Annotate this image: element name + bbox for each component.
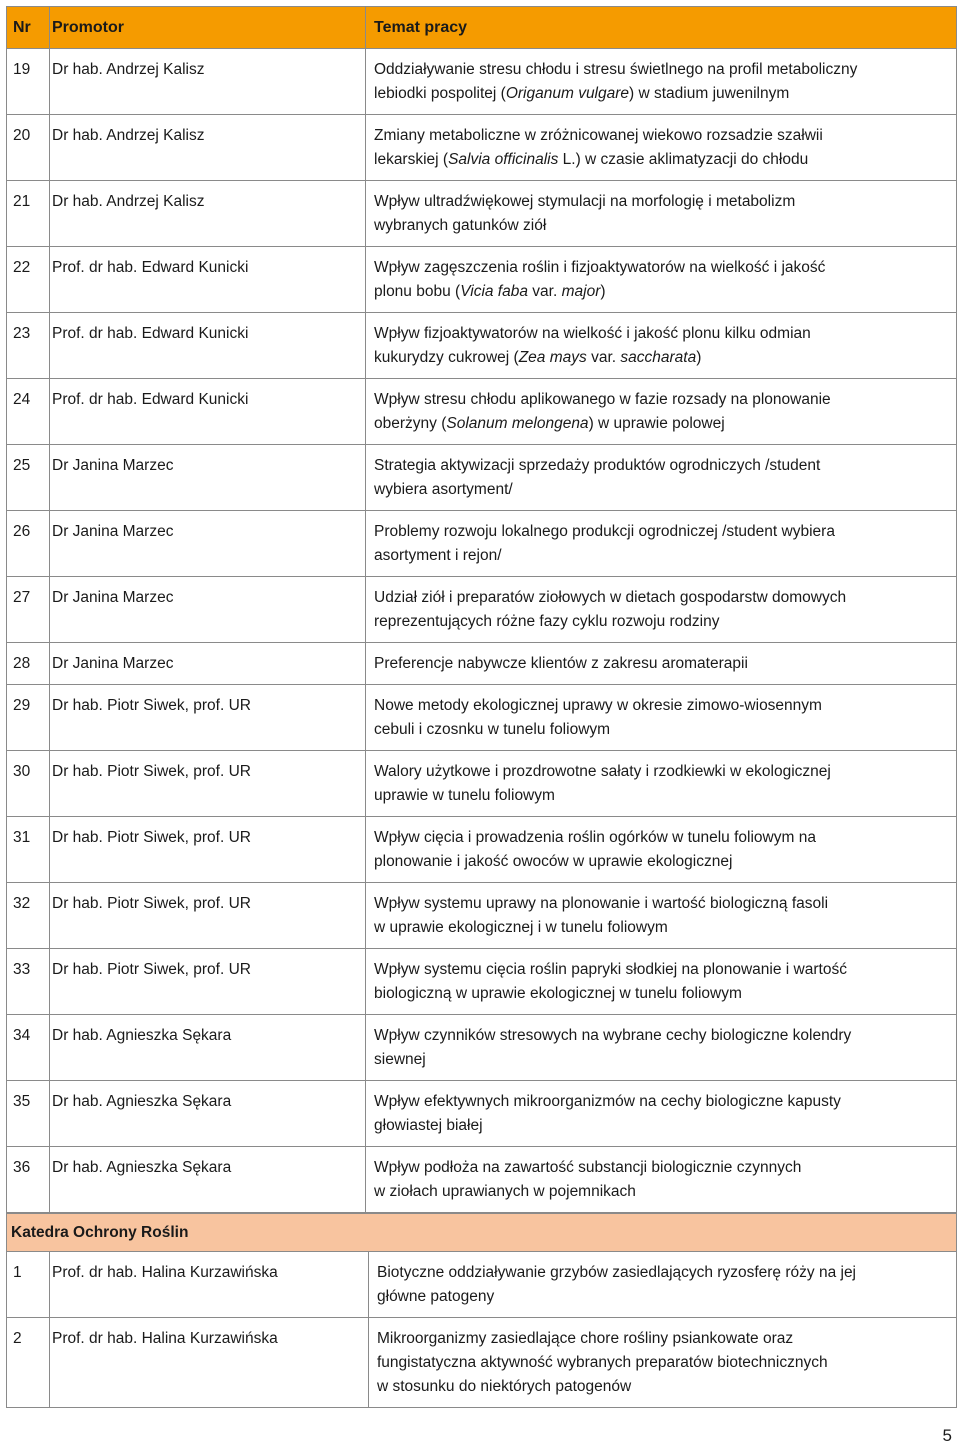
- header-topic: Temat pracy: [366, 7, 957, 49]
- table-row: [7, 1252, 957, 1318]
- promotor-name: Prof. dr hab. Edward Kunicki: [50, 313, 366, 379]
- topic-line: w stosunku do niektórych patogenów: [377, 1378, 632, 1395]
- topic-line: cebuli i czosnku w tunelu foliowym: [374, 721, 611, 738]
- topic-line: plonowanie i jakość owoców w uprawie ekologicznej: [374, 853, 733, 870]
- section-row: [7, 1214, 957, 1252]
- table-row: [7, 883, 957, 949]
- row-number: 32: [7, 883, 50, 949]
- section-title: Katedra Ochrony Roślin: [7, 1214, 957, 1252]
- thesis-topic: [366, 1081, 957, 1147]
- thesis-topic: [366, 751, 957, 817]
- thesis-topic: [366, 379, 957, 445]
- topic-line: Strategia aktywizacji sprzedaży produktów ogrodniczych /student: [374, 457, 821, 474]
- row-number: 22: [7, 247, 50, 313]
- topic-line: Wpływ stresu chłodu aplikowanego w fazie rozsady na plonowanie: [374, 391, 831, 408]
- topic-line: Wpływ fizjoaktywatorów na wielkość i jakość plonu kilku odmian: [374, 325, 811, 342]
- table-row: [7, 313, 957, 379]
- topic-line: Wpływ systemu uprawy na plonowanie i wartość biologiczną fasoli: [374, 895, 829, 912]
- topic-line: reprezentujących różne fazy cyklu rozwoju rodziny: [374, 613, 720, 630]
- promotor-name: Prof. dr hab. Edward Kunicki: [50, 247, 366, 313]
- thesis-topic: [366, 643, 957, 685]
- topic-line: lekarskiej (Salvia officinalis L.) w czasie aklimatyzacji do chłodu: [374, 151, 809, 168]
- table-row: [7, 1015, 957, 1081]
- table-row: [7, 49, 957, 115]
- row-number: 19: [7, 49, 50, 115]
- promotor-name: Dr Janina Marzec: [50, 577, 366, 643]
- row-number: 25: [7, 445, 50, 511]
- topic-line: wybiera asortyment/: [374, 481, 513, 498]
- document-page: [6, 6, 956, 1408]
- promotor-name: Dr hab. Piotr Siwek, prof. UR: [50, 685, 366, 751]
- table-row: [7, 511, 957, 577]
- topic-line: główne patogeny: [377, 1288, 495, 1305]
- topic-line: uprawie w tunelu foliowym: [374, 787, 555, 804]
- promotor-name: Prof. dr hab. Halina Kurzawińska: [50, 1318, 369, 1408]
- row-number: 36: [7, 1147, 50, 1213]
- row-number: 2: [7, 1318, 50, 1408]
- table-row: [7, 751, 957, 817]
- table-header-row: [7, 7, 957, 49]
- topic-line: Preferencje nabywcze klientów z zakresu aromaterapii: [374, 655, 748, 672]
- topic-line: oberżyny (Solanum melongena) w uprawie polowej: [374, 415, 725, 432]
- table-row: [7, 445, 957, 511]
- thesis-topic: [366, 685, 957, 751]
- thesis-topic: [366, 949, 957, 1015]
- topic-line: w uprawie ekologicznej i w tunelu foliowym: [374, 919, 668, 936]
- topic-line: kukurydzy cukrowej (Zea mays var. saccharata): [374, 349, 702, 366]
- promotor-name: Dr hab. Agnieszka Sękara: [50, 1015, 366, 1081]
- row-number: 27: [7, 577, 50, 643]
- thesis-topic: [366, 247, 957, 313]
- topic-line: biologiczną w uprawie ekologicznej w tunelu foliowym: [374, 985, 742, 1002]
- topic-line: Wpływ zagęszczenia roślin i fizjoaktywatorów na wielkość i jakość: [374, 259, 826, 276]
- promotor-name: Dr hab. Piotr Siwek, prof. UR: [50, 751, 366, 817]
- row-number: 24: [7, 379, 50, 445]
- table-row: [7, 577, 957, 643]
- row-number: 28: [7, 643, 50, 685]
- table-row: [7, 247, 957, 313]
- thesis-topic: [366, 115, 957, 181]
- topic-line: wybranych gatunków ziół: [374, 217, 547, 234]
- header-promotor: Promotor: [50, 7, 366, 49]
- promotor-name: Dr Janina Marzec: [50, 445, 366, 511]
- row-number: 34: [7, 1015, 50, 1081]
- thesis-topic: [366, 181, 957, 247]
- row-number: 21: [7, 181, 50, 247]
- table-row: [7, 643, 957, 685]
- topic-line: plonu bobu (Vicia faba var. major): [374, 283, 606, 300]
- topic-line: Wpływ systemu cięcia roślin papryki słodkiej na plonowanie i wartość: [374, 961, 847, 978]
- ochrona-roslin-table: [6, 1213, 957, 1408]
- thesis-topic: [366, 313, 957, 379]
- promotor-name: Dr Janina Marzec: [50, 643, 366, 685]
- promotor-name: Dr hab. Agnieszka Sękara: [50, 1081, 366, 1147]
- thesis-topic: [366, 49, 957, 115]
- table-body: [7, 49, 957, 1213]
- row-number: 23: [7, 313, 50, 379]
- thesis-topic: [366, 577, 957, 643]
- row-number: 26: [7, 511, 50, 577]
- thesis-topic: [366, 511, 957, 577]
- row-number: 29: [7, 685, 50, 751]
- thesis-topic: [366, 817, 957, 883]
- row-number: 35: [7, 1081, 50, 1147]
- topic-line: Wpływ podłoża na zawartość substancji biologicznie czynnych: [374, 1159, 802, 1176]
- topic-line: Zmiany metaboliczne w zróżnicowanej wiekowo rozsadzie szałwii: [374, 127, 823, 144]
- thesis-topics-table: [6, 6, 957, 1213]
- promotor-name: Dr Janina Marzec: [50, 511, 366, 577]
- promotor-name: Dr hab. Andrzej Kalisz: [50, 115, 366, 181]
- row-number: 1: [7, 1252, 50, 1318]
- thesis-topic: [366, 1147, 957, 1213]
- topic-line: fungistatyczna aktywność wybranych preparatów biotechnicznych: [377, 1354, 828, 1371]
- topic-line: Biotyczne oddziaływanie grzybów zasiedlających ryzosferę róży na jej: [377, 1264, 857, 1281]
- row-number: 33: [7, 949, 50, 1015]
- table-body-2: [7, 1214, 957, 1408]
- topic-line: Oddziaływanie stresu chłodu i stresu świetlnego na profil metaboliczny: [374, 61, 858, 78]
- table-row: [7, 379, 957, 445]
- topic-line: siewnej: [374, 1051, 426, 1068]
- table-row: [7, 115, 957, 181]
- topic-line: asortyment i rejon/: [374, 547, 502, 564]
- topic-line: Wpływ cięcia i prowadzenia roślin ogórków w tunelu foliowym na: [374, 829, 816, 846]
- topic-line: głowiastej białej: [374, 1117, 483, 1134]
- promotor-name: Prof. dr hab. Halina Kurzawińska: [50, 1252, 369, 1318]
- promotor-name: Dr hab. Piotr Siwek, prof. UR: [50, 883, 366, 949]
- row-number: 20: [7, 115, 50, 181]
- table-row: [7, 181, 957, 247]
- thesis-topic: [369, 1252, 957, 1318]
- header-nr: Nr: [7, 7, 50, 49]
- topic-line: Mikroorganizmy zasiedlające chore rośliny psiankowate oraz: [377, 1330, 794, 1347]
- promotor-name: Dr hab. Agnieszka Sękara: [50, 1147, 366, 1213]
- promotor-name: Dr hab. Piotr Siwek, prof. UR: [50, 817, 366, 883]
- row-number: 31: [7, 817, 50, 883]
- promotor-name: Prof. dr hab. Edward Kunicki: [50, 379, 366, 445]
- topic-line: Problemy rozwoju lokalnego produkcji ogrodniczej /student wybiera: [374, 523, 835, 540]
- thesis-topic: [366, 445, 957, 511]
- thesis-topic: [366, 883, 957, 949]
- topic-line: w ziołach uprawianych w pojemnikach: [374, 1183, 636, 1200]
- topic-line: Wpływ czynników stresowych na wybrane cechy biologiczne kolendry: [374, 1027, 852, 1044]
- promotor-name: Dr hab. Piotr Siwek, prof. UR: [50, 949, 366, 1015]
- table-row: [7, 1081, 957, 1147]
- table-row: [7, 685, 957, 751]
- promotor-name: Dr hab. Andrzej Kalisz: [50, 181, 366, 247]
- table-row: [7, 1318, 957, 1408]
- topic-line: Wpływ ultradźwiękowej stymulacji na morfologię i metabolizm: [374, 193, 796, 210]
- table-row: [7, 817, 957, 883]
- page-number: 5: [942, 1426, 952, 1445]
- table-row: [7, 1147, 957, 1213]
- topic-line: Walory użytkowe i prozdrowotne sałaty i rzodkiewki w ekologicznej: [374, 763, 831, 780]
- topic-line: Nowe metody ekologicznej uprawy w okresie zimowo-wiosennym: [374, 697, 822, 714]
- topic-line: lebiodki pospolitej (Origanum vulgare) w stadium juwenilnym: [374, 85, 790, 102]
- topic-line: Udział ziół i preparatów ziołowych w dietach gospodarstw domowych: [374, 589, 847, 606]
- row-number: 30: [7, 751, 50, 817]
- thesis-topic: [366, 1015, 957, 1081]
- table-row: [7, 949, 957, 1015]
- promotor-name: Dr hab. Andrzej Kalisz: [50, 49, 366, 115]
- thesis-topic: [369, 1318, 957, 1408]
- topic-line: Wpływ efektywnych mikroorganizmów na cechy biologiczne kapusty: [374, 1093, 841, 1110]
